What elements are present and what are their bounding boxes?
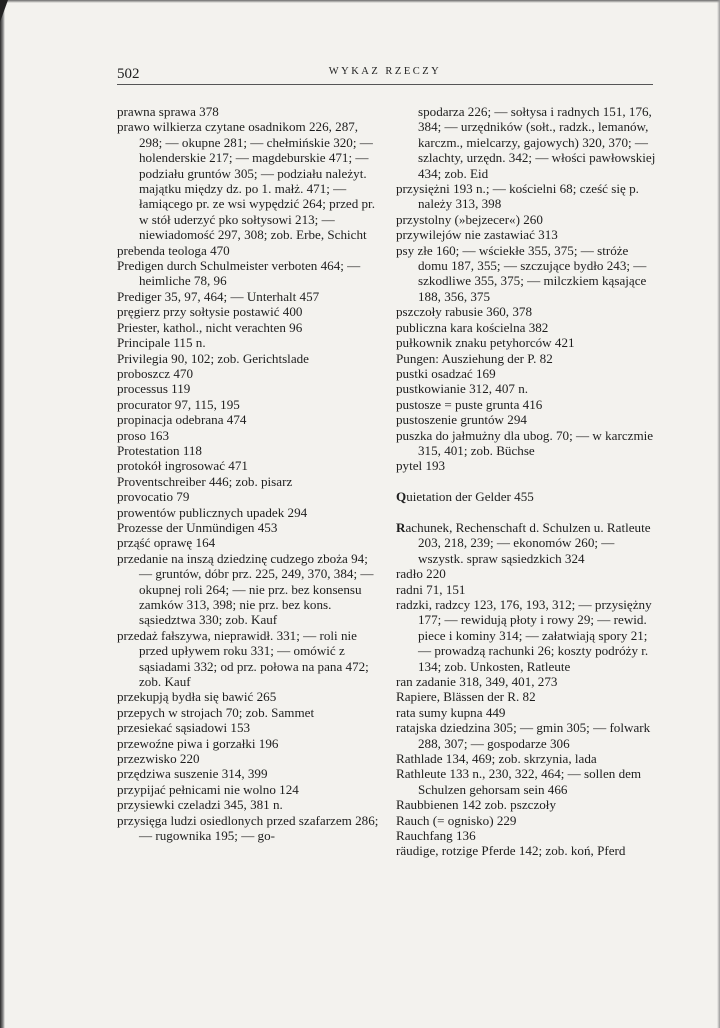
index-entry: processus 119 bbox=[117, 381, 191, 397]
index-entry: proboszcz 470 bbox=[117, 365, 193, 381]
index-entry: räudige, rotzige Pferde 142; zob. koń, Pferd bbox=[396, 843, 626, 859]
index-entry: Rauchfang 136 bbox=[396, 828, 476, 844]
running-title: WYKAZ RZECZY bbox=[328, 66, 442, 77]
index-entry: pustosze = puste grunta 416 bbox=[396, 396, 543, 412]
index-entry-continuation: spodarza 226; — sołtysa i radnych 151, 176, 384; — urzędników (sołt., radzk., lemanów, karczm., mielcarzy, gajowych) 320, 370; — szlachty, urzędn. 342; — włości pawłowskiej 434; zob. Eid bbox=[418, 104, 656, 181]
index-entry bbox=[396, 489, 661, 504]
index-entry: radło 220 bbox=[396, 566, 446, 582]
index-entry: prząść oprawę 164 bbox=[117, 535, 216, 551]
index-entry: protokół ingrosować 471 bbox=[117, 458, 248, 474]
index-entry: przędziwa suszenie 314, 399 bbox=[117, 766, 268, 782]
index-entry: Rauch (= ognisko) 229 bbox=[396, 812, 517, 828]
section-initial: Q bbox=[396, 489, 407, 505]
index-entry: Predigen durch Schulmeister verboten 464; — heimliche 78, 96 bbox=[117, 258, 361, 289]
index-entry: prebenda teologa 470 bbox=[117, 242, 230, 258]
index-entry: proso 163 bbox=[117, 427, 170, 443]
index-entry: pszczoły rabusie 360, 378 bbox=[396, 304, 532, 320]
page-number: 502 bbox=[117, 66, 140, 82]
index-entry: pytel 193 bbox=[396, 458, 446, 474]
index-entry: prowentów publicznych upadek 294 bbox=[117, 504, 308, 520]
section-gap bbox=[396, 505, 661, 520]
index-entry: przysięga ludzi osiedlonych przed szafarzem 286; — rugownika 195; — go- bbox=[117, 812, 379, 844]
index-entry: pułkownik znaku petyhorców 421 bbox=[396, 335, 575, 351]
section-initial: R bbox=[396, 519, 406, 535]
index-column-left bbox=[117, 104, 382, 844]
index-entry: Rathleute 133 n., 230, 322, 464; — sollen dem Schulzen gehorsam sein 466 bbox=[396, 766, 642, 797]
header-rule bbox=[117, 84, 653, 85]
index-entry: prawo wilkierza czytane osadnikom 226, 287, 298; — okupne 281; — chełmińskie 320; — holenderskie 217; — magdeburskie 471; — podziału gruntów 305; — podziału należyt. majątku między dz. po 1. małż. 471; — łamiącego pr. ze wsi wypędzić 264; przed pr. w stół uderzyć pko sołtysowi 213; — niewiadomość 297, 308; zob. Erbe, Schicht bbox=[117, 119, 375, 243]
index-entry: Proventschreiber 446; zob. pisarz bbox=[117, 473, 293, 489]
index-entry: przedaż fałszywa, nieprawidł. 331; — roli nie przed upływem roku 331; — omówić z sąsiadami 332; od prz. połowa na pana 472; zob. Kauf bbox=[117, 627, 369, 690]
index-entry: Prozesse der Unmündigen 453 bbox=[117, 519, 278, 535]
index-entry: Prediger 35, 97, 464; — Unterhalt 457 bbox=[117, 288, 320, 304]
index-entry: Raubbienen 142 zob. pszczoły bbox=[396, 797, 556, 813]
index-entry: przysiewki czeladzi 345, 381 n. bbox=[117, 797, 283, 813]
index-entry bbox=[396, 520, 661, 566]
scan-edge-top bbox=[0, 0, 720, 3]
index-entry: przekupją bydła się bawić 265 bbox=[117, 689, 277, 705]
index-entry: Priester, kathol., nicht verachten 96 bbox=[117, 319, 303, 335]
page-header bbox=[117, 62, 653, 84]
index-entry: psy złe 160; — wściekłe 355, 375; — stróże domu 187, 355; — szczujące bydło 243; — szkodliwe 355, 375; — milczkiem kąsające 188, 356, 375 bbox=[396, 242, 647, 304]
index-entry: pręgierz przy sołtysie postawić 400 bbox=[117, 304, 303, 320]
index-entry: rata sumy kupna 449 bbox=[396, 704, 506, 720]
index-entry: pustki osadzać 169 bbox=[396, 365, 496, 381]
index-entry: przedanie na inszą dziedzinę cudzego zboża 94; — gruntów, dóbr prz. 225, 249, 370, 384; — okupnej roli 264; — nie prz. bez konsensu zamków 313, 398; nie prz. bez kons. sąsiedztwa 330; zob. Kauf bbox=[117, 550, 374, 628]
index-entry: przysiężni 193 n.; — kościelni 68; cześć się p. należy 313, 398 bbox=[396, 181, 639, 212]
index-entry: przepych w strojach 70; zob. Sammet bbox=[117, 704, 315, 720]
index-entry: puszka do jałmużny dla ubog. 70; — w karczmie 315, 401; zob. Büchse bbox=[396, 427, 654, 458]
index-entry: przypijać pełnicami nie wolno 124 bbox=[117, 781, 299, 797]
index-entry: Rathlade 134, 469; zob. skrzynia, lada bbox=[396, 751, 597, 767]
scan-edge-left bbox=[0, 0, 5, 1028]
index-entry: radni 71, 151 bbox=[396, 581, 466, 597]
index-entry: przesiekać sąsiadowi 153 bbox=[117, 720, 251, 736]
section-gap bbox=[396, 474, 661, 489]
index-entry: procurator 97, 115, 195 bbox=[117, 396, 240, 412]
index-column-right bbox=[396, 104, 661, 859]
index-entry: przezwisko 220 bbox=[117, 751, 200, 767]
index-entry-text: achunek, Rechenschaft d. Schulzen u. Ratleute 203, 218, 239; — ekonomów 260; — wszystk. spraw sąsiedzkich 324 bbox=[405, 519, 651, 566]
index-entry: przystolny (»bejzecer«) 260 bbox=[396, 211, 543, 227]
index-entry: przywilejów nie zastawiać 313 bbox=[396, 227, 558, 243]
index-entry: prawna sprawa 378 bbox=[117, 104, 219, 119]
index-entry: pustkowianie 312, 407 n. bbox=[396, 381, 529, 397]
scan-corner-mark bbox=[0, 0, 8, 22]
index-entry: ran zadanie 318, 349, 401, 273 bbox=[396, 674, 558, 689]
index-entry-text: uietation der Gelder 455 bbox=[406, 489, 534, 505]
index-entry: propinacja odebrana 474 bbox=[117, 412, 247, 428]
index-entry: Privilegia 90, 102; zob. Gerichtslade bbox=[117, 350, 309, 366]
index-entry: przewoźne piwa i gorzałki 196 bbox=[117, 735, 279, 751]
index-entry: provocatio 79 bbox=[117, 489, 190, 505]
index-entry: radzki, radzcy 123, 176, 193, 312; — przysiężny 177; — rewidują płoty i rowy 29; — rewid. piece i kominy 314; — załatwiają spory 21; — prowadzą rachunki 26; koszty podróży r. 134; zob. Unkosten, Ratleute bbox=[396, 596, 652, 674]
index-entry: ratajska dziedzina 305; — gmin 305; — folwark 288, 307; — gospodarze 306 bbox=[396, 720, 651, 751]
index-entry: publiczna kara kościelna 382 bbox=[396, 319, 549, 335]
index-entry: Pungen: Ausziehung der P. 82 bbox=[396, 350, 553, 366]
index-entry: Rapiere, Blässen der R. 82 bbox=[396, 689, 536, 705]
index-entry: Protestation 118 bbox=[117, 442, 202, 458]
index-entry: pustoszenie gruntów 294 bbox=[396, 412, 527, 428]
index-entry: Principale 115 n. bbox=[117, 335, 206, 351]
